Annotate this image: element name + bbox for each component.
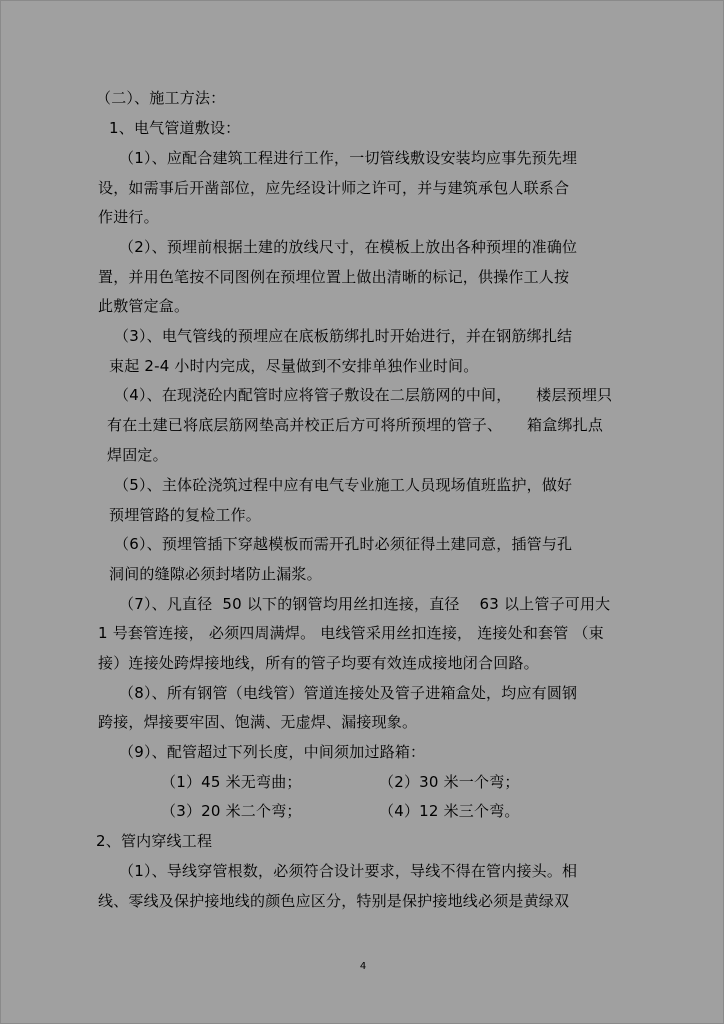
page-number: 4 [359,961,367,972]
paragraph-line: 焊固定。 [107,446,168,464]
paragraph-line: 作进行。 [98,208,159,226]
subsection-title: 1、电气管道敷设： [109,119,241,137]
paragraph-line: 此敷管定盒。 [98,297,190,315]
paragraph-line: （7）、凡直径 50 以下的钢管均用丝扣连接，直径 63 以上管子可用大 [119,595,611,613]
section-heading: （二）、施工方法： [96,89,226,107]
paragraph-line: 跨接，焊接要牢固、饱满、无虚焊、漏接现象。 [98,713,418,731]
paragraph-line: 预埋管路的复检工作。 [109,506,262,524]
paragraph-line: 洞间的缝隙必须封堵防止漏浆。 [109,565,322,583]
paragraph-line: （1）、导线穿管根数，必须符合设计要求，导线不得在管内接头。相 [119,862,578,880]
paragraph-line: 接）连接处跨焊接地线，所有的管子均要有效连成接地闭合回路。 [98,654,539,672]
paragraph-line: （5）、主体砼浇筑过程中应有电气专业施工人员现场值班监护，做好 [114,476,573,494]
condition-item: （2）30 米一个弯； [379,773,520,791]
condition-item: （4）12 米三个弯。 [379,802,520,820]
paragraph-line: （2）、预埋前根据土建的放线尺寸，在模板上放出各种预埋的准确位 [119,238,578,256]
paragraph-line: 束起 2-4 小时内完成，尽量做到不安排单独作业时间。 [109,357,479,375]
paragraph-line: （4）、在现浇砼内配管时应将管子敷设在二层筋网的中间， 楼层预埋只 [114,386,613,404]
paragraph-line: （3）、电气管线的预埋应在底板筋绑扎时开始进行，并在钢筋绑扎结 [114,327,573,345]
condition-item: （1）45 米无弯曲； [161,773,302,791]
paragraph-line: 线、零线及保护接地线的颜色应区分，特别是保护接地线必须是黄绿双 [98,892,570,910]
paragraph-line: （8）、所有钢管（电线管）管道连接处及管子进箱盒处，均应有圆钢 [119,684,578,702]
paragraph-line: 1 号套管连接， 必须四周满焊。 电线管采用丝扣连接， 连接处和套管 （束 [98,624,604,642]
subsection-title: 2、管内穿线工程 [96,832,213,850]
paragraph-line: （6）、预埋管插下穿越模板而需开孔时必须征得土建同意，插管与孔 [114,535,573,553]
paragraph-line: （1）、应配合建筑工程进行工作，一切管线敷设安装均应事先预先埋 [119,149,578,167]
paragraph-line: （9）、配管超过下列长度，中间须加过路箱： [119,743,426,761]
paragraph-line: 有在土建已将底层筋网垫高并校正后方可将所预埋的管子、 箱盒绑扎点 [107,416,604,434]
condition-item: （3）20 米二个弯； [161,802,302,820]
paragraph-line: 设，如需事后开凿部位，应先经设计师之许可，并与建筑承包人联系合 [98,179,570,197]
paragraph-line: 置，并用色笔按不同图例在预埋位置上做出清晰的标记，供操作工人按 [98,268,570,286]
